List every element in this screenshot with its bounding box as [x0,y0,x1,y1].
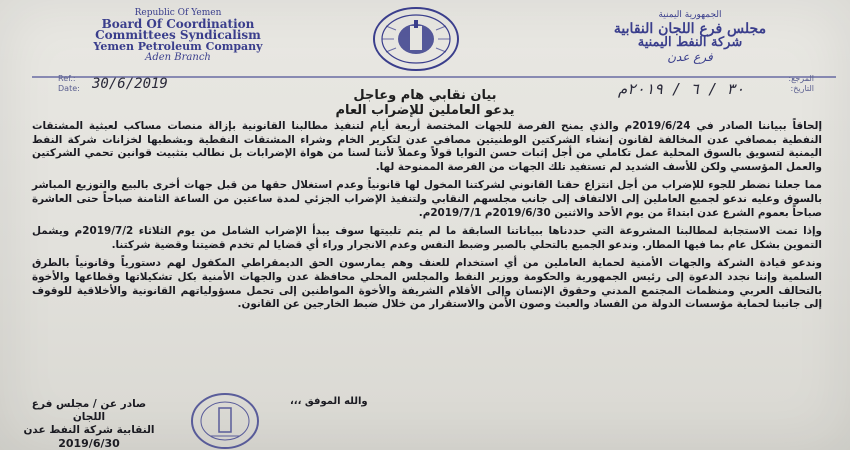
official-stamp-icon [190,392,260,450]
header-en-line1: Republic Of Yemen [134,8,222,18]
body-paragraph-3: وإذا تمت الاستجابة لمطالبنا المشروعة التي حددناها ببياناتنا السابقة ما لم يتم تلبيتها سوف يبدأ الإضراب الشامل من يوم الثلاثاء 2019/7/2م ويشمل التموين بشكل عام بما فيها المطار. وندعو الجميع بالتحلي بالصبر وضبط النفس وعدم الانجرار وراء أي قضايا لم تخدم قضيتنا وقضية شركتنا. [32,225,822,251]
header-en-line5: Aden Branch [145,52,211,63]
header-en-line3: Committees Syndicalism [95,28,261,42]
header-en-line2: Board Of Coordination [101,17,255,31]
signature-date: 2019/6/30 [58,437,120,450]
header-ar-line2: مجلس فرع اللجان النقابية [613,21,767,37]
body-paragraph-4: وندعو قيادة الشركة والجهات الأمنية لحماية العاملين من أي استخدام للعنف وهم يمارسون الحق الديمقراطي المكفول لهم دستورياً وقانونياً بالطرق السلمية وإننا نجدد الدعوة إلى رئيس الجمهورية والحكومة ووزير النفط والمجلس المحلي محافظة عدن والجهات الأمنية بكل تشكيلاتها وقطاعها والأخوة بالتحالف العربي ومنظمات المجتمع المدني وحقوق الإنسان وإلى الأقلام الشريفة والأخوة المواطنين إلى تحمل مسؤولياتهم القانونية والأخلاقية للوقوف إلى جانبنا لحماية مؤسسات الدولة من الفساد والعبث وصون الأمن والاستقرار من خلال ضبط الخارجين عن القانون. [32,257,822,311]
header-ar-line1: الجمهورية اليمنية [658,10,722,20]
letterhead-english [48,8,308,63]
date-label-ar: التاريخ: [790,84,814,93]
date-value-en: 30/6/2019 [92,76,168,92]
ref-label-ar: المرجع: [788,74,814,83]
date-label-en: Date: [58,84,80,93]
closing-line: والله الموفق ،،، [290,396,368,407]
ref-label-en: Ref.: [58,74,76,83]
signature-line1: صادر عن / مجلس فرع اللجان [31,398,147,423]
statement-body [32,120,822,317]
company-logo-icon [372,6,460,72]
header-ar-line4: فرع عدن [667,50,713,64]
date-value-ar: ٣٠ / ٦ / ٢٠١٩م [618,80,745,98]
header-en-line4: Yemen Petroleum Company [93,40,263,53]
signature-line2: النقابية شركة النفط عدن [23,424,155,436]
statement-subtitle: يدعو العاملين للإضراب العام [335,103,515,118]
signature-block [14,398,164,450]
letterhead-arabic [560,8,820,64]
header-ar-line3: شركة النفط اليمنية [637,35,743,50]
body-paragraph-2: مما جعلنا نضطر للجوء للإضراب من أجل انتزاع حقنا القانوني لشركتنا المخول لها قانونياً وعدم استغلال حقها من قبل جهات أخرى بالبيع والتوزيع المباشر بالسوق وعليه ندعو لجميع العاملين إلى الالتفاف إلى جانب مجلسهم النقابي ولتنفيذ الإضراب الجزئي لمدة ساعتين من الساعة الثامنة صباحاً حتى العاشرة صباحاً بعموم الشرع عدن ابتداءً من يوم الأحد والاثنين 2019/6/30م 2019/7/1م. [32,179,822,219]
body-paragraph-1: إلحاقاً ببياننا الصادر في 2019/6/24م والذي يمنح الفرصة للجهات المختصة أربعة أيام لتنفيذ مطالبنا القانونية بإزالة منصات مساكب لعبثية المشتقات النفطية بمصافي عدن المخالفة لقانون إنشاء الشركتين الوطنيتين مصافي عدن لتكرير الخام وشراء المشتقات النفطية وبشطبها لخزانات شركة النفط اليمنية لتسويق بالسوق المحلية عمل تكاملي من أجل إثبات حسن النوايا قولاً وعملاً لأننا لسنا من هواة الإضرابات بل نطالب بتثبيت قوانين تحمي الشركتين والعمل المؤسسي ولكن للأسف الشديد لم تستفيد تلك الجهات من الفرصة الممنوحة لها. [32,120,822,173]
statement-title: بيان نقابي هام وعاجل [353,88,497,103]
